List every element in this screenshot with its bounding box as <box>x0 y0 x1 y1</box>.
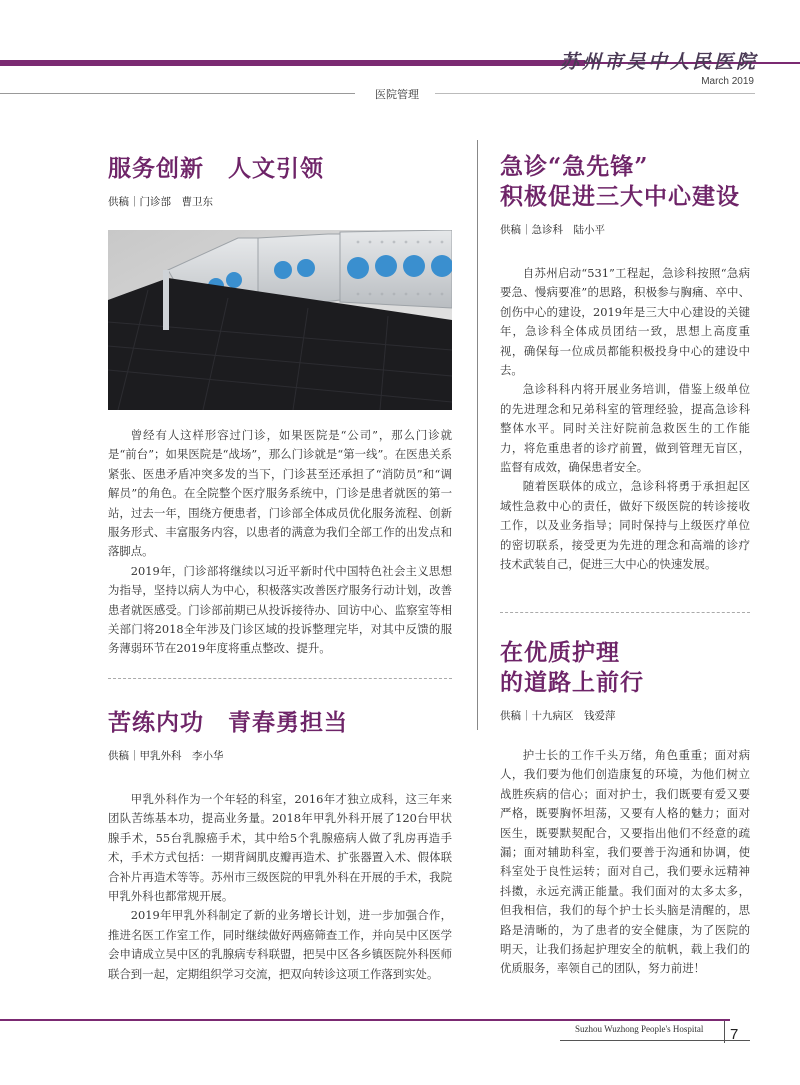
section-label: 医院管理 <box>375 89 419 101</box>
article-body-2 <box>108 790 452 984</box>
article-divider <box>500 612 750 613</box>
section-rule-right <box>435 93 755 94</box>
article-title-4-line2: 的道路上前行 <box>500 669 644 696</box>
article-divider <box>108 678 452 679</box>
paragraph: 曾经有人这样形容过门诊，如果医院是“公司”，那么门诊就是“前台”；如果医院是“战场”，那么门诊就是“第一线”。在医患关系紧张、医患矛盾冲突多发的当下，门诊甚至还承担了“消防员”和“调解员”的角色。在全院整个医疗服务系统中，门诊是患者就医的第一站，过去一年，围绕方便患者，门诊部全体成员优化服务流程、创新服务形式、丰富服务内容，以患者的满意为我们全部工作的出发点和落脚点。 <box>108 428 452 559</box>
column-divider <box>477 140 478 730</box>
article-byline-3: 供稿｜急诊科 陆小平 <box>500 224 605 236</box>
article-byline-2: 供稿｜甲乳外科 李小华 <box>108 750 224 762</box>
paragraph: 2019年甲乳外科制定了新的业务增长计划，进一步加强合作，推进名医工作室工作，同时继续做好两癌筛查工作，并向吴中区医学会申请成立吴中区的乳腺病专科联盟，把吴中区各乡镇医院外科医师联合到一起，定期组织学习交流，把双向转诊这项工作落到实处。 <box>108 908 452 981</box>
waiting-seats-photo <box>108 230 452 410</box>
article-body-1 <box>108 426 452 659</box>
footer-rule <box>0 1019 730 1021</box>
article-title-3-line1: 急诊“急先锋” <box>500 153 649 180</box>
article-title-4-line1: 在优质护理 <box>500 639 620 666</box>
issue-date: March 2019 <box>701 76 754 87</box>
hospital-name: 苏州市吴中人民医院 <box>559 51 758 73</box>
article-body-4 <box>500 746 750 979</box>
paragraph: 自苏州启动“531”工程起，急诊科按照“急病要急、慢病要准”的思路，积极参与胸痛、卒中、创伤中心的建设，2019年是三大中心建设的关键年，急诊科全体成员团结一致，思想上高度重视，确保每一位成员都能积极投身中心的建设中去。 <box>500 266 750 378</box>
section-rule-left <box>0 93 355 94</box>
waiting-seats-illustration <box>108 230 452 410</box>
article-title-2: 苦练内功 青春勇担当 <box>108 709 348 736</box>
paragraph: 甲乳外科作为一个年轻的科室，2016年才独立成科，这三年来团队苦练基本功，提高业务量。2018年甲乳外科开展了120台甲状腺手术，55台乳腺癌手术，其中给5个乳腺癌病人做了乳房再造手术，手术方式包括：一期背阔肌皮瓣再造术、扩张器置入术、假体联合补片再造术等等。苏州市三级医院的甲乳外科在开展的手术，我院甲乳外科也都常规开展。 <box>108 792 452 904</box>
footer-underline <box>560 1040 750 1041</box>
footer-hospital-name: Suzhou Wuzhong People's Hospital <box>575 1024 704 1034</box>
article-title-3-line2: 积极促进三大中心建设 <box>500 183 740 210</box>
paragraph: 护士长的工作千头万绪，角色重重；面对病人，我们要为他们创造康复的环境，为他们树立战胜疾病的信心；面对护士，我们既要有爱又要严格，既要胸怀坦荡，又要有人格的魅力；面对医生，既要默契配合，又要指出他们不经意的疏漏；面对辅助科室，我们要善于沟通和协调，使科室处于良性运转；面对自己，我们要永远精神抖擞，永远充满正能量。我们面对的太多太多，但我相信，我们的每个护士长头脑是清醒的，思路是清晰的，为了患者的安全健康，为了医院的明天，让我们扬起护理安全的航帆，载上我们的优质服务，率领自己的团队，努力前进！ <box>500 748 750 976</box>
paragraph: 随着医联体的成立，急诊科将勇于承担起区域性急救中心的责任，做好下级医院的转诊接收工作，以及业务指导；同时保持与上级医疗单位的密切联系，接受更为先进的理念和高端的诊疗技术武装自己，促进三大中心的快速发展。 <box>500 479 750 572</box>
page-number: 7 <box>730 1026 739 1043</box>
article-byline-4: 供稿｜十九病区 钱爱萍 <box>500 710 616 722</box>
header-bar <box>0 60 585 66</box>
article-body-3 <box>500 264 750 575</box>
article-byline-1: 供稿｜门诊部 曹卫东 <box>108 196 213 208</box>
page-number-bracket <box>724 1021 725 1043</box>
article-title-1: 服务创新 人文引领 <box>108 155 324 182</box>
paragraph: 2019年，门诊部将继续以习近平新时代中国特色社会主义思想为指导，坚持以病人为中心，积极落实改善医疗服务行动计划，改善患者就医感受。门诊部前期已从投诉接待办、回访中心、监察室等相关部门将2018全年涉及门诊区域的投诉整理完毕，对其中反馈的服务薄弱环节在2019年度将重点整改、提升。 <box>108 563 452 656</box>
paragraph: 急诊科科内将开展业务培训，借鉴上级单位的先进理念和兄弟科室的管理经验，提高急诊科整体水平。同时关注好院前急救医生的工作能力，将危重患者的诊疗前置，做到管理无盲区，监督有成效，确保患者安全。 <box>500 382 750 475</box>
